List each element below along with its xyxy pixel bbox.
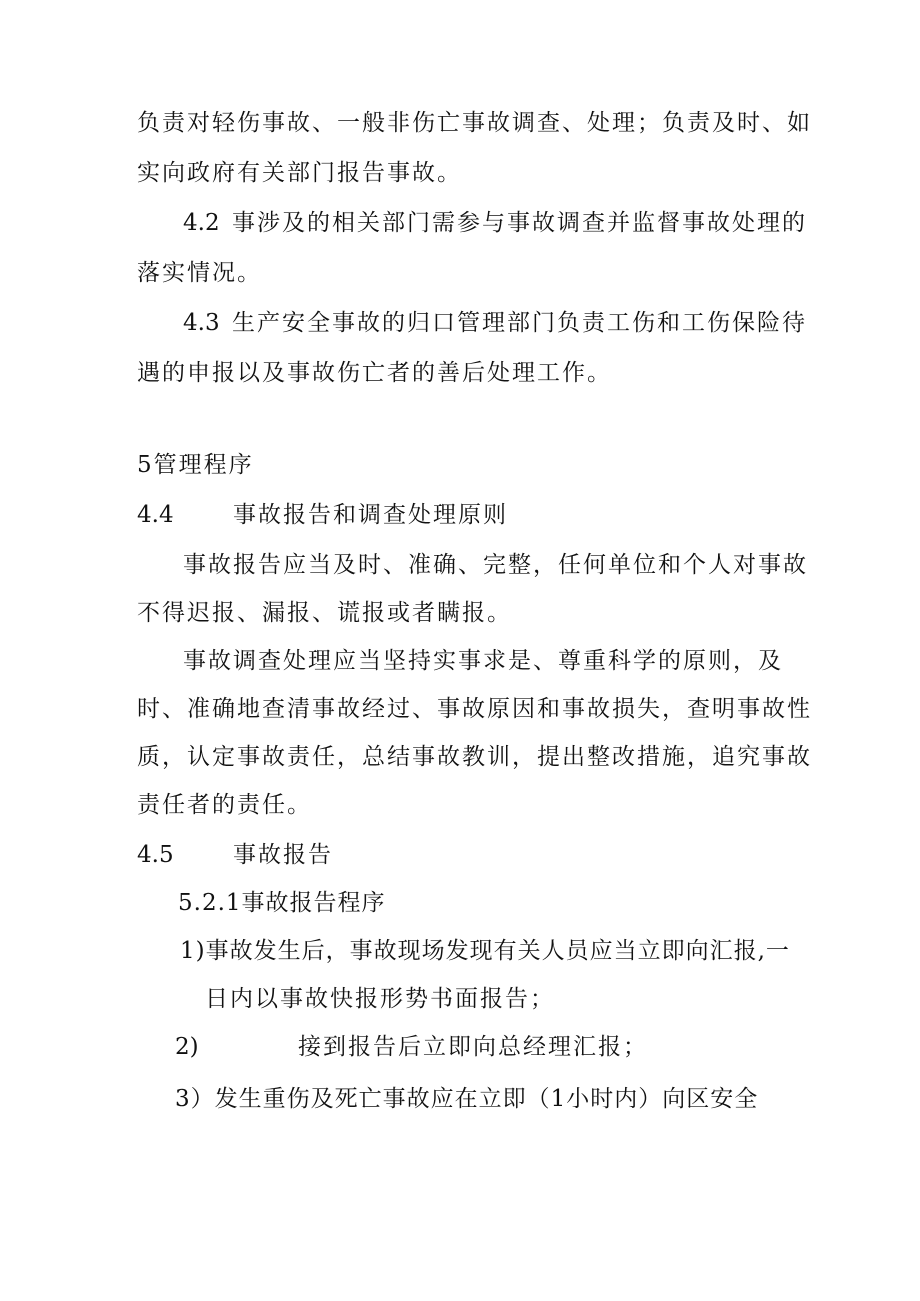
- principle-para-1-line-1: 事故报告应当及时、准确、完整，任何单位和个人对事故: [183, 552, 808, 578]
- principle-para-2-line-2: 时、准确地查清事故经过、事故原因和事故损失，查明事故性: [137, 696, 812, 722]
- principle-para-1-line-2: 不得迟报、漏报、谎报或者瞒报。: [137, 600, 512, 626]
- principle-para-2-line-1: 事故调查处理应当坚持实事求是、尊重科学的原则，及: [183, 648, 783, 674]
- principle-para-2-line-4: 责任者的责任。: [137, 792, 312, 818]
- principle-para-2-line-3: 质，认定事故责任，总结事故教训，提出整改措施，追究事故: [137, 744, 812, 770]
- step-3-text: 3）发生重伤及死亡事故应在立即（1小时内）向区安全: [175, 1086, 759, 1112]
- subsection-5-2-1-heading: 5.2.1事故报告程序: [178, 890, 386, 916]
- item-4-2-line-2: 落实情况。: [137, 260, 262, 286]
- step-2-number: 2): [175, 1034, 199, 1060]
- step-1-line-2: 日内以事故快报形势书面报告；: [205, 986, 555, 1012]
- step-2-text: 接到报告后立即向总经理汇报；: [298, 1034, 648, 1060]
- item-number-4-2: 4.2: [183, 210, 220, 236]
- item-4-5-title: 事故报告: [233, 842, 333, 868]
- item-4-4-title: 事故报告和调查处理原则: [233, 502, 508, 528]
- item-4-2-line-1: 事涉及的相关部门需参与事故调查并监督事故处理的: [232, 210, 807, 236]
- item-4-3-line-1: 生产安全事故的归口管理部门负责工伤和工伤保险待: [232, 310, 807, 336]
- item-number-4-3: 4.3: [183, 310, 220, 336]
- step-1-line-1: 1)事故发生后，事故现场发现有关人员应当立即向汇报,一: [180, 938, 790, 964]
- item-number-4-4: 4.4: [137, 502, 174, 528]
- intro-line-1: 负责对轻伤事故、一般非伤亡事故调查、处理；负责及时、如: [137, 110, 812, 136]
- intro-line-2: 实向政府有关部门报告事故。: [137, 160, 462, 186]
- item-4-3-line-2: 遇的申报以及事故伤亡者的善后处理工作。: [137, 360, 612, 386]
- section-5-heading: 5管理程序: [137, 452, 254, 478]
- item-number-4-5: 4.5: [137, 842, 174, 868]
